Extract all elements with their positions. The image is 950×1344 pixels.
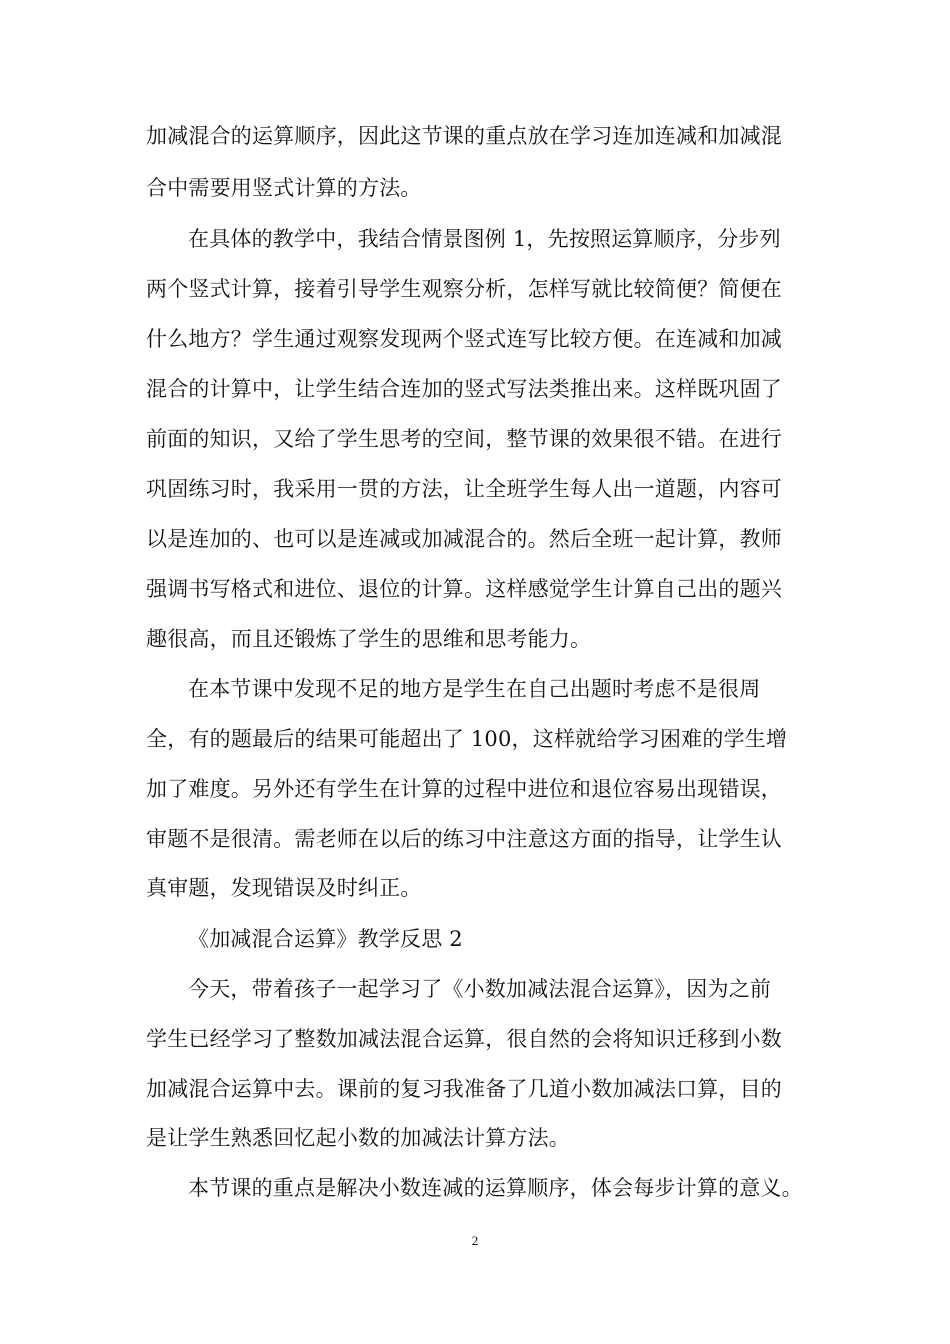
paragraph-line: 什么地方？学生通过观察发现两个竖式连写比较方便。在连减和加减 <box>146 327 782 351</box>
paragraph-line: 学生已经学习了整数加减法混合运算，很自然的会将知识迁移到小数 <box>146 1027 782 1051</box>
paragraph-line: 全，有的题最后的结果可能超出了 100，这样就给学习困难的学生增 <box>146 727 788 751</box>
paragraph-line: 在本节课中发现不足的地方是学生在自己出题时考虑不是很周 <box>188 677 761 701</box>
paragraph-line: 是让学生熟悉回忆起小数的加减法计算方法。 <box>146 1126 570 1150</box>
paragraph-line: 两个竖式计算，接着引导学生观察分析，怎样写就比较简便？简便在 <box>146 277 782 301</box>
paragraph-line: 强调书写格式和进位、退位的计算。这样感觉学生计算自己出的题兴 <box>146 577 782 601</box>
paragraph-line: 巩固练习时，我采用一贯的方法，让全班学生每人出一道题，内容可 <box>146 477 782 501</box>
paragraph-line: 今天，带着孩子一起学习了《小数加减法混合运算》，因为之前 <box>188 977 772 1001</box>
paragraph-line: 在具体的教学中，我结合情景图例 1，先按照运算顺序，分步列 <box>188 227 781 251</box>
section-heading: 《加减混合运算》教学反思 2 <box>188 927 463 951</box>
paragraph-line: 混合的计算中，让学生结合连加的竖式写法类推出来。这样既巩固了 <box>146 377 782 401</box>
paragraph-line: 加减混合运算中去。课前的复习我准备了几道小数加减法口算，目的 <box>146 1077 782 1101</box>
paragraph-line: 前面的知识，又给了学生思考的空间，整节课的效果很不错。在进行 <box>146 427 782 451</box>
page-number: 2 <box>471 1233 479 1248</box>
paragraph-line: 加减混合的运算顺序，因此这节课的重点放在学习连加连减和加减混 <box>146 124 782 148</box>
paragraph-line: 审题不是很清。需老师在以后的练习中注意这方面的指导，让学生认 <box>146 827 782 851</box>
paragraph-line: 真审题，发现错误及时纠正。 <box>146 876 422 900</box>
paragraph-line: 本节课的重点是解决小数连减的运算顺序，体会每步计算的意义。 <box>188 1176 803 1200</box>
paragraph-line: 加了难度。另外还有学生在计算的过程中进位和退位容易出现错误， <box>146 777 782 801</box>
paragraph-line: 合中需要用竖式计算的方法。 <box>146 176 422 200</box>
paragraph-line: 以是连加的、也可以是连减或加减混合的。然后全班一起计算，教师 <box>146 527 782 551</box>
paragraph-line: 趣很高，而且还锻炼了学生的思维和思考能力。 <box>146 627 592 651</box>
